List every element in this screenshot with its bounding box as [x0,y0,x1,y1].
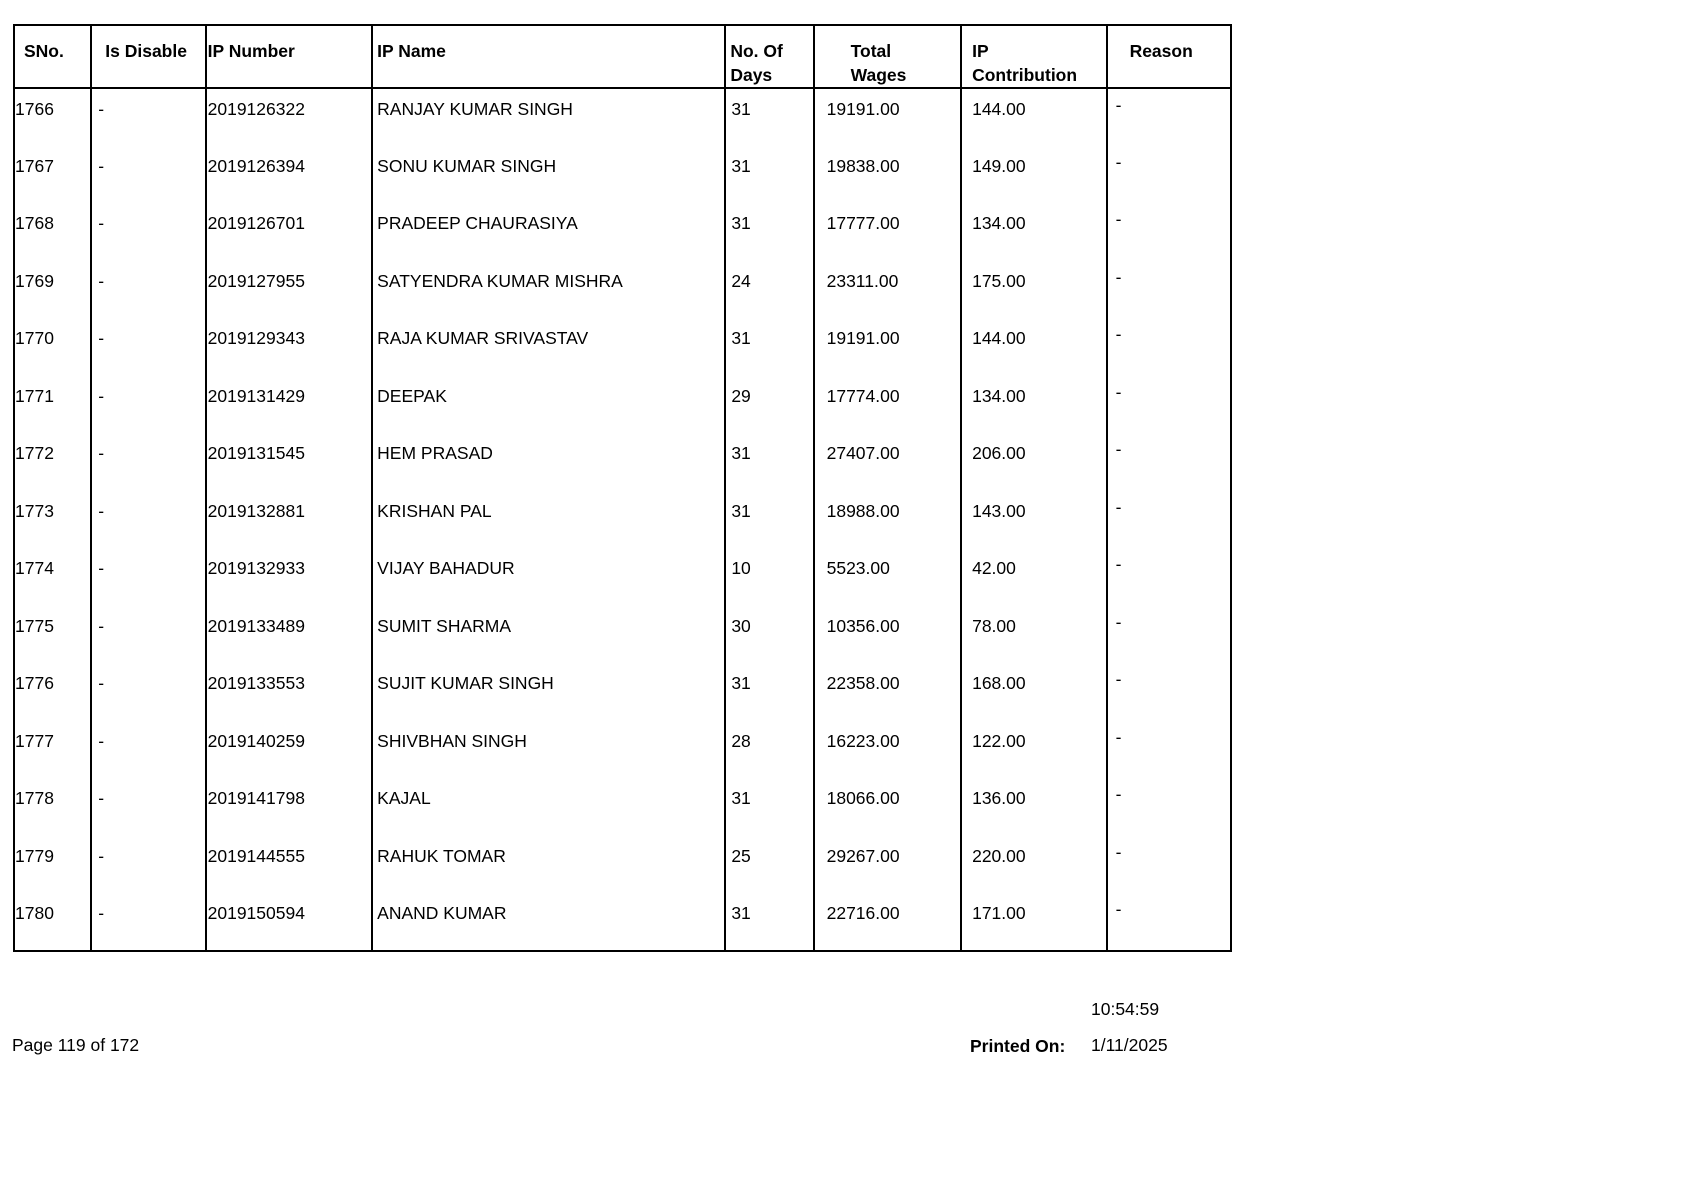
cell-ip-number: 2019132881 [206,491,373,549]
cell-total-wages: 22716.00 [814,893,961,951]
cell-days: 25 [725,836,813,894]
printed-on-label: Printed On: [970,1036,1066,1056]
cell-reason: - [1107,318,1231,376]
column-header-ip-contribution: IP Contribution [961,25,1106,88]
table-row [14,146,1231,204]
cell-ip-number: 2019126394 [206,146,373,204]
cell-ip-contribution: 171.00 [961,893,1106,951]
cell-ip-name: VIJAY BAHADUR [372,548,725,606]
cell-total-wages: 18988.00 [814,491,961,549]
cell-days: 28 [725,721,813,779]
cell-ip-contribution: 206.00 [961,433,1106,491]
cell-reason: - [1107,548,1231,606]
cell-ip-contribution: 122.00 [961,721,1106,779]
cell-ip-name: RAJA KUMAR SRIVASTAV [372,318,725,376]
cell-sno: 1779 [14,836,91,894]
cell-ip-contribution: 144.00 [961,318,1106,376]
cell-days: 31 [725,893,813,951]
cell-ip-number: 2019132933 [206,548,373,606]
cell-is-disable: - [91,836,205,894]
cell-ip-number: 2019144555 [206,836,373,894]
cell-ip-contribution: 136.00 [961,778,1106,836]
cell-ip-number: 2019133553 [206,663,373,721]
table-row [14,778,1231,836]
cell-is-disable: - [91,318,205,376]
cell-days: 29 [725,376,813,434]
cell-ip-number: 2019127955 [206,261,373,319]
cell-sno: 1780 [14,893,91,951]
page-number: Page 119 of 172 [12,1035,140,1055]
cell-ip-name: SUMIT SHARMA [372,606,725,664]
cell-ip-name: KAJAL [372,778,725,836]
cell-ip-number: 2019131545 [206,433,373,491]
cell-is-disable: - [91,376,205,434]
cell-reason: - [1107,606,1231,664]
cell-is-disable: - [91,606,205,664]
cell-ip-number: 2019133489 [206,606,373,664]
cell-ip-name: RAHUK TOMAR [372,836,725,894]
cell-ip-name: HEM PRASAD [372,433,725,491]
cell-total-wages: 19191.00 [814,88,961,146]
cell-ip-contribution: 149.00 [961,146,1106,204]
column-header-sno: SNo. [14,25,91,88]
cell-ip-contribution: 168.00 [961,663,1106,721]
column-header-is-disable: Is Disable [91,25,205,88]
cell-is-disable: - [91,548,205,606]
cell-sno: 1766 [14,88,91,146]
cell-ip-name: PRADEEP CHAURASIYA [372,203,725,261]
table-row [14,376,1231,434]
table-row [14,88,1231,146]
cell-total-wages: 22358.00 [814,663,961,721]
cell-ip-number: 2019141798 [206,778,373,836]
cell-days: 31 [725,433,813,491]
column-header-total-wages: Total Wages [814,25,961,88]
cell-sno: 1768 [14,203,91,261]
cell-ip-number: 2019150594 [206,893,373,951]
cell-ip-name: SUJIT KUMAR SINGH [372,663,725,721]
table-row [14,203,1231,261]
cell-sno: 1777 [14,721,91,779]
cell-reason: - [1107,836,1231,894]
cell-is-disable: - [91,203,205,261]
cell-days: 31 [725,663,813,721]
column-header-reason: Reason [1107,25,1231,88]
cell-days: 31 [725,146,813,204]
cell-reason: - [1107,721,1231,779]
cell-ip-number: 2019126322 [206,88,373,146]
cell-is-disable: - [91,491,205,549]
table-row [14,721,1231,779]
cell-ip-contribution: 143.00 [961,491,1106,549]
cell-is-disable: - [91,893,205,951]
table-row [14,606,1231,664]
table-row [14,548,1231,606]
cell-reason: - [1107,893,1231,951]
cell-days: 10 [725,548,813,606]
cell-sno: 1775 [14,606,91,664]
cell-ip-name: KRISHAN PAL [372,491,725,549]
cell-ip-name: ANAND KUMAR [372,893,725,951]
cell-ip-contribution: 42.00 [961,548,1106,606]
cell-total-wages: 18066.00 [814,778,961,836]
table-row [14,893,1231,951]
cell-reason: - [1107,778,1231,836]
table-row [14,663,1231,721]
table-row [14,261,1231,319]
printed-date: 1/11/2025 [1091,1035,1168,1055]
cell-days: 31 [725,778,813,836]
cell-days: 30 [725,606,813,664]
cell-days: 31 [725,88,813,146]
cell-reason: - [1107,203,1231,261]
cell-ip-contribution: 134.00 [961,203,1106,261]
cell-ip-contribution: 144.00 [961,88,1106,146]
column-header-ip-number: IP Number [206,25,373,88]
cell-total-wages: 17777.00 [814,203,961,261]
cell-is-disable: - [91,433,205,491]
cell-ip-number: 2019131429 [206,376,373,434]
cell-reason: - [1107,261,1231,319]
cell-ip-contribution: 220.00 [961,836,1106,894]
cell-ip-contribution: 175.00 [961,261,1106,319]
cell-is-disable: - [91,663,205,721]
cell-sno: 1773 [14,491,91,549]
cell-is-disable: - [91,721,205,779]
cell-sno: 1771 [14,376,91,434]
cell-sno: 1767 [14,146,91,204]
cell-days: 24 [725,261,813,319]
table-row [14,836,1231,894]
cell-ip-contribution: 134.00 [961,376,1106,434]
contribution-table [13,24,1232,952]
cell-total-wages: 29267.00 [814,836,961,894]
column-header-ip-name: IP Name [372,25,725,88]
cell-ip-name: SHIVBHAN SINGH [372,721,725,779]
cell-total-wages: 27407.00 [814,433,961,491]
cell-sno: 1772 [14,433,91,491]
table-row [14,433,1231,491]
cell-reason: - [1107,376,1231,434]
printed-time: 10:54:59 [1091,999,1160,1019]
cell-is-disable: - [91,778,205,836]
column-header-days: No. Of Days [725,25,813,88]
table-header-row [14,25,1231,88]
table-body [14,88,1231,951]
cell-sno: 1778 [14,778,91,836]
cell-ip-number: 2019126701 [206,203,373,261]
cell-total-wages: 17774.00 [814,376,961,434]
cell-is-disable: - [91,146,205,204]
cell-is-disable: - [91,88,205,146]
cell-days: 31 [725,203,813,261]
cell-sno: 1769 [14,261,91,319]
cell-sno: 1774 [14,548,91,606]
cell-sno: 1770 [14,318,91,376]
cell-is-disable: - [91,261,205,319]
cell-reason: - [1107,433,1231,491]
table-row [14,318,1231,376]
cell-ip-number: 2019140259 [206,721,373,779]
cell-days: 31 [725,491,813,549]
cell-total-wages: 16223.00 [814,721,961,779]
cell-ip-name: DEEPAK [372,376,725,434]
cell-ip-contribution: 78.00 [961,606,1106,664]
cell-reason: - [1107,491,1231,549]
cell-total-wages: 23311.00 [814,261,961,319]
cell-reason: - [1107,663,1231,721]
table-row [14,491,1231,549]
cell-reason: - [1107,146,1231,204]
cell-sno: 1776 [14,663,91,721]
cell-total-wages: 10356.00 [814,606,961,664]
cell-ip-number: 2019129343 [206,318,373,376]
cell-total-wages: 19191.00 [814,318,961,376]
cell-ip-name: SATYENDRA KUMAR MISHRA [372,261,725,319]
cell-total-wages: 19838.00 [814,146,961,204]
cell-ip-name: RANJAY KUMAR SINGH [372,88,725,146]
cell-reason: - [1107,88,1231,146]
cell-total-wages: 5523.00 [814,548,961,606]
cell-ip-name: SONU KUMAR SINGH [372,146,725,204]
cell-days: 31 [725,318,813,376]
